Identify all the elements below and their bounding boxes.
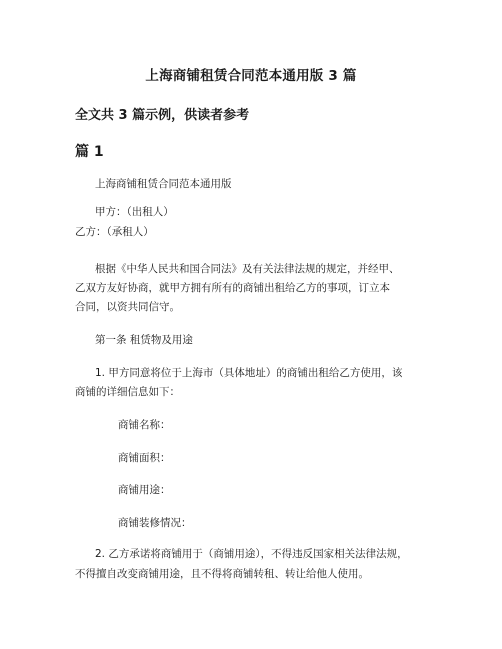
section-heading: 篇 1 (75, 144, 104, 160)
document-subhead: 全文共 3 篇示例，供读者参考 (75, 108, 250, 123)
clause-line: 不得擅自改变商铺用途，且不得将商铺转租、转让给他人使用。 (75, 568, 369, 580)
shop-name-field: 商铺名称： (118, 419, 171, 431)
preamble-line: 合同，以资共同信守。 (75, 301, 180, 313)
preamble-line: 乙双方友好协商，就甲方拥有所有的商铺出租给乙方的事项，订立本 (75, 282, 390, 294)
shop-area-field: 商铺面积： (118, 452, 171, 464)
party-b-line: 乙方：（承租人） (75, 226, 154, 238)
article-heading: 第一条 租赁物及用途 (95, 334, 193, 346)
clause-line: 2. 乙方承诺将商铺用于（商铺用途），不得违反国家相关法律法规， (95, 548, 408, 560)
party-a-line: 甲方：（出租人） (95, 206, 174, 218)
preamble-line: 根据《中华人民共和国合同法》及有关法律法规的规定，并经甲、 (95, 263, 400, 275)
clause-line: 商铺的详细信息如下： (75, 386, 180, 398)
clause-line: 1. 甲方同意将位于上海市（具体地址）的商铺出租给乙方使用，该 (95, 367, 403, 379)
shop-decoration-field: 商铺装修情况： (118, 517, 192, 529)
contract-title-line: 上海商铺租赁合同范本通用版 (95, 178, 232, 190)
shop-use-field: 商铺用途： (118, 484, 171, 496)
document-title: 上海商铺租赁合同范本通用版 3 篇 (145, 68, 357, 84)
